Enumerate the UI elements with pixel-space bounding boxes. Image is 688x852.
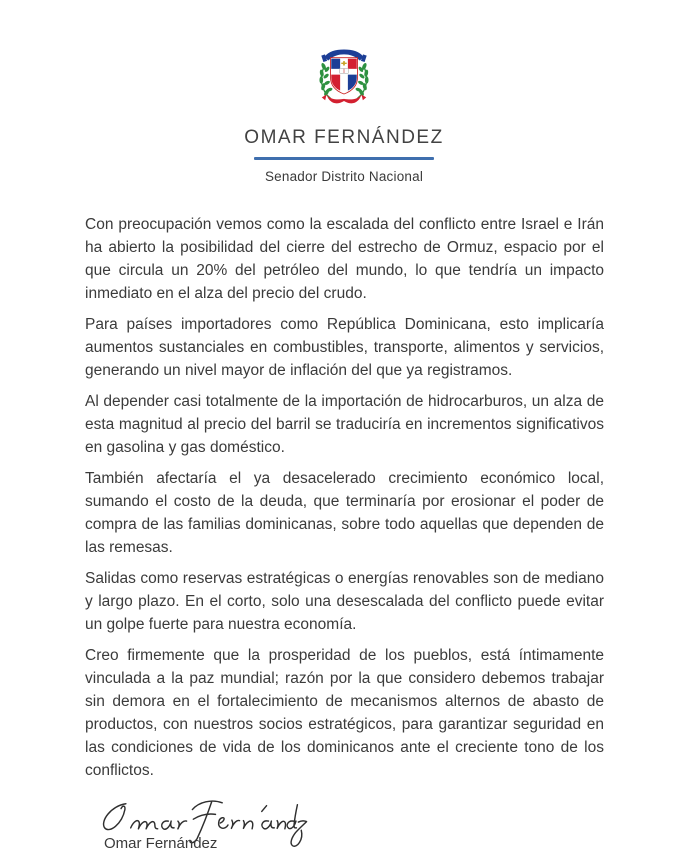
letter-body xyxy=(0,213,688,782)
paragraph-6: Creo firmemente que la prosperidad de los pueblos, está íntimamente vinculada a la paz mundial; razón por la que considero debemos trabajar sin demora en el fortalecimiento de mecanismos alternos de abasto de productos, con nuestros socios estratégicos, para garantizar seguridad en las condiciones de vida de los dominicanos ante el creciente tono de los conflictos. xyxy=(85,647,604,779)
letterhead xyxy=(0,48,688,184)
printed-signatory-name: Omar Fernández xyxy=(104,835,218,852)
paragraph-3: Al depender casi totalmente de la importación de hidrocarburos, un alza de esta magnitud al precio del barril se traduciría en incrementos significativos en gasolina y gas doméstico. xyxy=(85,393,604,456)
paragraph-5: Salidas como reservas estratégicas o energías renovables son de mediano y largo plazo. En el corto, solo una desescalada del conflicto puede evitar un golpe fuerte para nuestra economía. xyxy=(85,570,604,633)
paragraph-1: Con preocupación vemos como la escalada del conflicto entre Israel e Irán ha abierto la posibilidad del cierre del estrecho de Ormuz, espacio por el que circula un 20% del petróleo del mundo, lo que tendría un impacto inmediato en el alza del precio del crudo. xyxy=(85,216,604,302)
paragraph-2: Para países importadores como República Dominicana, esto implicaría aumentos sustanciales en combustibles, transporte, alimentos y servicios, generando un nivel mayor de inflación del que ya registramos. xyxy=(85,316,604,379)
dominican-coat-of-arms-icon xyxy=(315,48,373,110)
sender-name: OMAR FERNÁNDEZ xyxy=(244,127,444,148)
sender-title: Senador Distrito Nacional xyxy=(264,169,424,184)
paragraph-4: También afectaría el ya desacelerado crecimiento económico local, sumando el costo de la deuda, que terminaría por erosionar el poder de compra de las familias dominicanas, sobre todo aquellas que dependen de las remesas. xyxy=(85,470,604,556)
signature-block xyxy=(0,797,688,852)
header-divider xyxy=(254,157,434,160)
